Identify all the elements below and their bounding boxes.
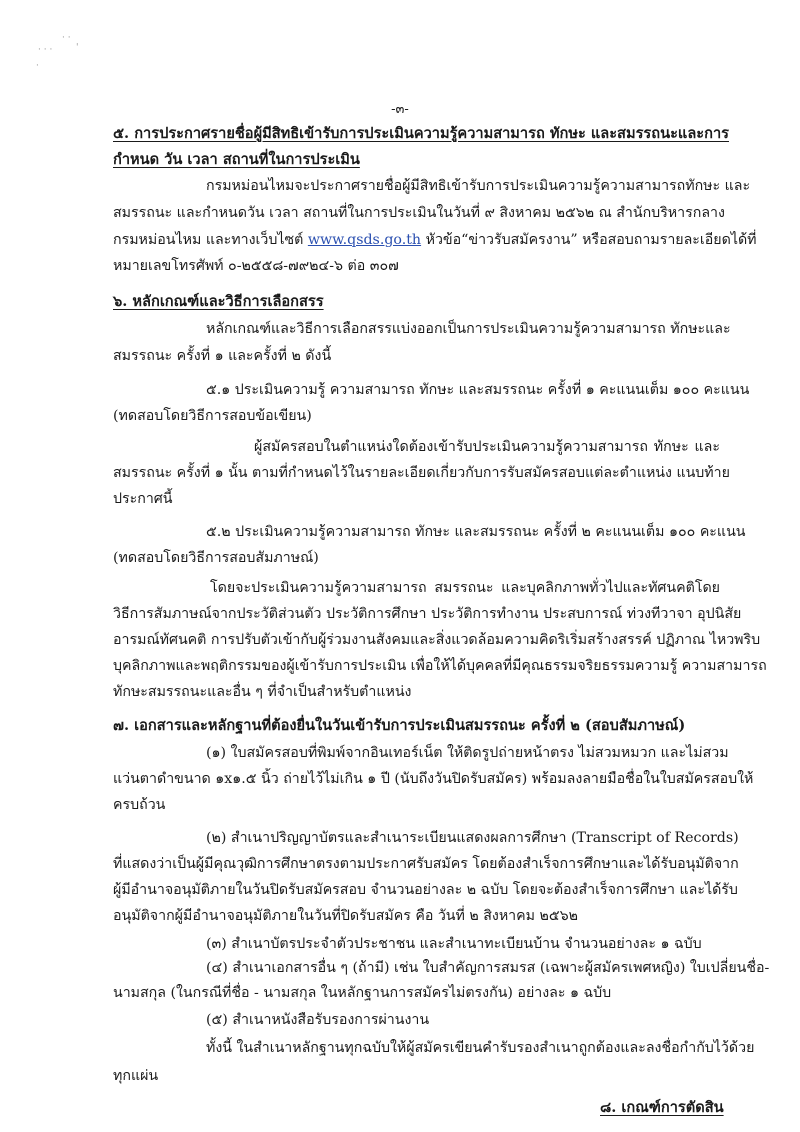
document-item-5: (๕) สำเนาหนังสือรับรองการผ่านงาน: [206, 1012, 430, 1028]
section-6-paragraph: สมรรถนะ ครั้งที่ ๑ และครั้งที่ ๒ ดังนี้: [113, 348, 332, 364]
item-6-2-note: อารมณ์ทัศนคติ การปรับตัวเข้ากับผู้ร่วมงานสังคมและสิ่งแวดล้อมความคิดริเริ่มสร้างสรรค์ ปฏิภาณ ไหวพริบ: [113, 632, 761, 648]
page-number: -๓-: [391, 102, 409, 117]
document-item-1: ครบถ้วน: [113, 797, 166, 813]
scan-speck: ': [76, 43, 79, 53]
scan-speck: · · ·: [38, 45, 53, 55]
item-6-1-note: สมรรถนะ ครั้งที่ ๑ นั้น ตามที่กำหนดไว้ในรายละเอียดเกี่ยวกับการรับสมัครสอบแต่ละตำแหน่ง แนบท้าย: [113, 465, 730, 481]
scan-speck: · ·: [62, 33, 71, 43]
item-6-2-note: วิธีการสัมภาษณ์จากประวัติส่วนตัว ประวัติการศึกษา ประวัติการทำงาน ประสบการณ์ ท่วงทีวาจา อุปนิสัย: [113, 606, 742, 622]
section-6-paragraph: หลักเกณฑ์และวิธีการเลือกสรรแบ่งออกเป็นการประเมินความรู้ความสามารถ ทักษะและ: [206, 321, 731, 337]
item-6-2: (ทดสอบโดยวิธีการสอบสัมภาษณ์): [113, 550, 319, 566]
document-item-2: อนุมัติจากผู้มีอำนาจอนุมัติภายในวันที่ปิดรับสมัคร คือ วันที่ ๒ สิงหาคม ๒๕๖๒: [113, 908, 578, 924]
item-6-1-note: ประกาศนี้: [113, 491, 173, 507]
document-item-4: (๔) สำเนาเอกสารอื่น ๆ (ถ้ามี) เช่น ใบสำคัญการสมรส (เฉพาะผู้สมัครเพศหญิง) ใบเปลี่ยนชื่อ-: [206, 960, 770, 976]
item-6-2-note: บุคลิกภาพและพฤติกรรมของผู้เข้ารับการประเมิน เพื่อให้ได้บุคคลที่มีคุณธรรมจริยธรรมความรู้ ความสามารถ: [113, 658, 767, 674]
document-item-2: ผู้มีอำนาจอนุมัติภายในวันปิดรับสมัครสอบ จำนวนอย่างละ ๒ ฉบับ โดยจะต้องสำเร็จการศึกษา และได้รับ: [113, 882, 738, 898]
section-5-paragraph: กรมหม่อนไหมจะประกาศรายชื่อผู้มีสิทธิเข้ารับการประเมินความรู้ความสามารถทักษะ และ: [206, 178, 751, 194]
section-6-heading: ๖. หลักเกณฑ์และวิธีการเลือกสรร: [113, 293, 324, 310]
document-note: ทั้งนี้ ในสำเนาหลักฐานทุกฉบับให้ผู้สมัครเขียนคำรับรองสำเนาถูกต้องและลงชื่อกำกับไว้ด้วย: [206, 1040, 755, 1056]
text-run: กรมหม่อนไหม และทางเว็บไซต์: [113, 232, 304, 248]
website-link[interactable]: www.qsds.go.th: [307, 232, 422, 248]
document-note: ทุกแผ่น: [113, 1068, 159, 1084]
document-item-1: แว่นตาดำขนาด ๑x๑.๕ นิ้ว ถ่ายไว้ไม่เกิน ๑ ปี (นับถึงวันปิดรับสมัคร) พร้อมลงลายมือชื่อในใบสมัครสอบให้: [113, 771, 754, 787]
document-item-3: (๓) สำเนาบัตรประจำตัวประชาชน และสำเนาทะเบียนบ้าน จำนวนอย่างละ ๑ ฉบับ: [206, 936, 702, 952]
item-6-2: ๕.๒ ประเมินความรู้ความสามารถ ทักษะ และสมรรถนะ ครั้งที่ ๒ คะแนนเต็ม ๑๐๐ คะแนน: [206, 524, 746, 540]
item-6-1-note: ผู้สมัครสอบในตำแหน่งใดต้องเข้ารับประเมินความรู้ความสามารถ ทักษะ และ: [254, 439, 720, 455]
item-6-1: (ทดสอบโดยวิธีการสอบข้อเขียน): [113, 408, 312, 424]
item-6-2-note: ทักษะสมรรถนะและอื่น ๆ ที่จำเป็นสำหรับตำแหน่ง: [113, 684, 412, 700]
item-6-1: ๕.๑ ประเมินความรู้ ความสามารถ ทักษะ และสมรรถนะ ครั้งที่ ๑ คะแนนเต็ม ๑๐๐ คะแนน: [206, 382, 750, 398]
section-5-paragraph: หมายเลขโทรศัพท์ ๐-๒๕๕๘-๗๙๒๔-๖ ต่อ ๓๐๗: [113, 258, 399, 274]
section-5-paragraph: สมรรถนะ และกำหนดวัน เวลา สถานที่ในการประเมินในวันที่ ๙ สิงหาคม ๒๕๖๒ ณ สำนักบริหารกลาง: [113, 205, 725, 221]
section-5-heading: ๕. การประกาศรายชื่อผู้มีสิทธิเข้ารับการประเมินความรู้ความสามารถ ทักษะ และสมรรถนะและการ: [113, 125, 729, 142]
section-5-paragraph: [113, 230, 757, 250]
document-item-1: (๑) ใบสมัครสอบที่พิมพ์จากอินเทอร์เน็ต ให้ติดรูปถ่ายหน้าตรง ไม่สวมหมวก และไม่สวม: [206, 745, 729, 761]
next-section-heading: ๘. เกณฑ์การตัดสิน: [600, 1099, 724, 1116]
item-6-2-note: โดยจะประเมินความรู้ความสามารถ สมรรถนะ และบุคลิกภาพทั่วไปและทัศนคติโดย: [210, 580, 720, 596]
text-run: หัวข้อ“ข่าวรับสมัครงาน” หรือสอบถามรายละเอียดได้ที่: [425, 232, 757, 248]
section-5-heading-cont: กำหนด วัน เวลา สถานที่ในการประเมิน: [113, 151, 360, 168]
scan-speck: ·: [36, 61, 39, 71]
document-item-2: (๒) สำเนาปริญญาบัตรและสำเนาระเบียนแสดงผลการศึกษา (Transcript of Records): [206, 830, 739, 846]
document-item-4: นามสกุล (ในกรณีที่ชื่อ - นามสกุล ในหลักฐานการสมัครไม่ตรงกัน) อย่างละ ๑ ฉบับ: [113, 985, 612, 1001]
section-7-heading: ๗. เอกสารและหลักฐานที่ต้องยื่นในวันเข้ารับการประเมินสมรรถนะ ครั้งที่ ๒ (สอบสัมภาษณ์): [113, 717, 686, 734]
document-item-2: ที่แสดงว่าเป็นผู้มีคุณวุฒิการศึกษาตรงตามประกาศรับสมัคร โดยต้องสำเร็จการศึกษาและได้รับอนุมัติจาก: [113, 856, 739, 872]
